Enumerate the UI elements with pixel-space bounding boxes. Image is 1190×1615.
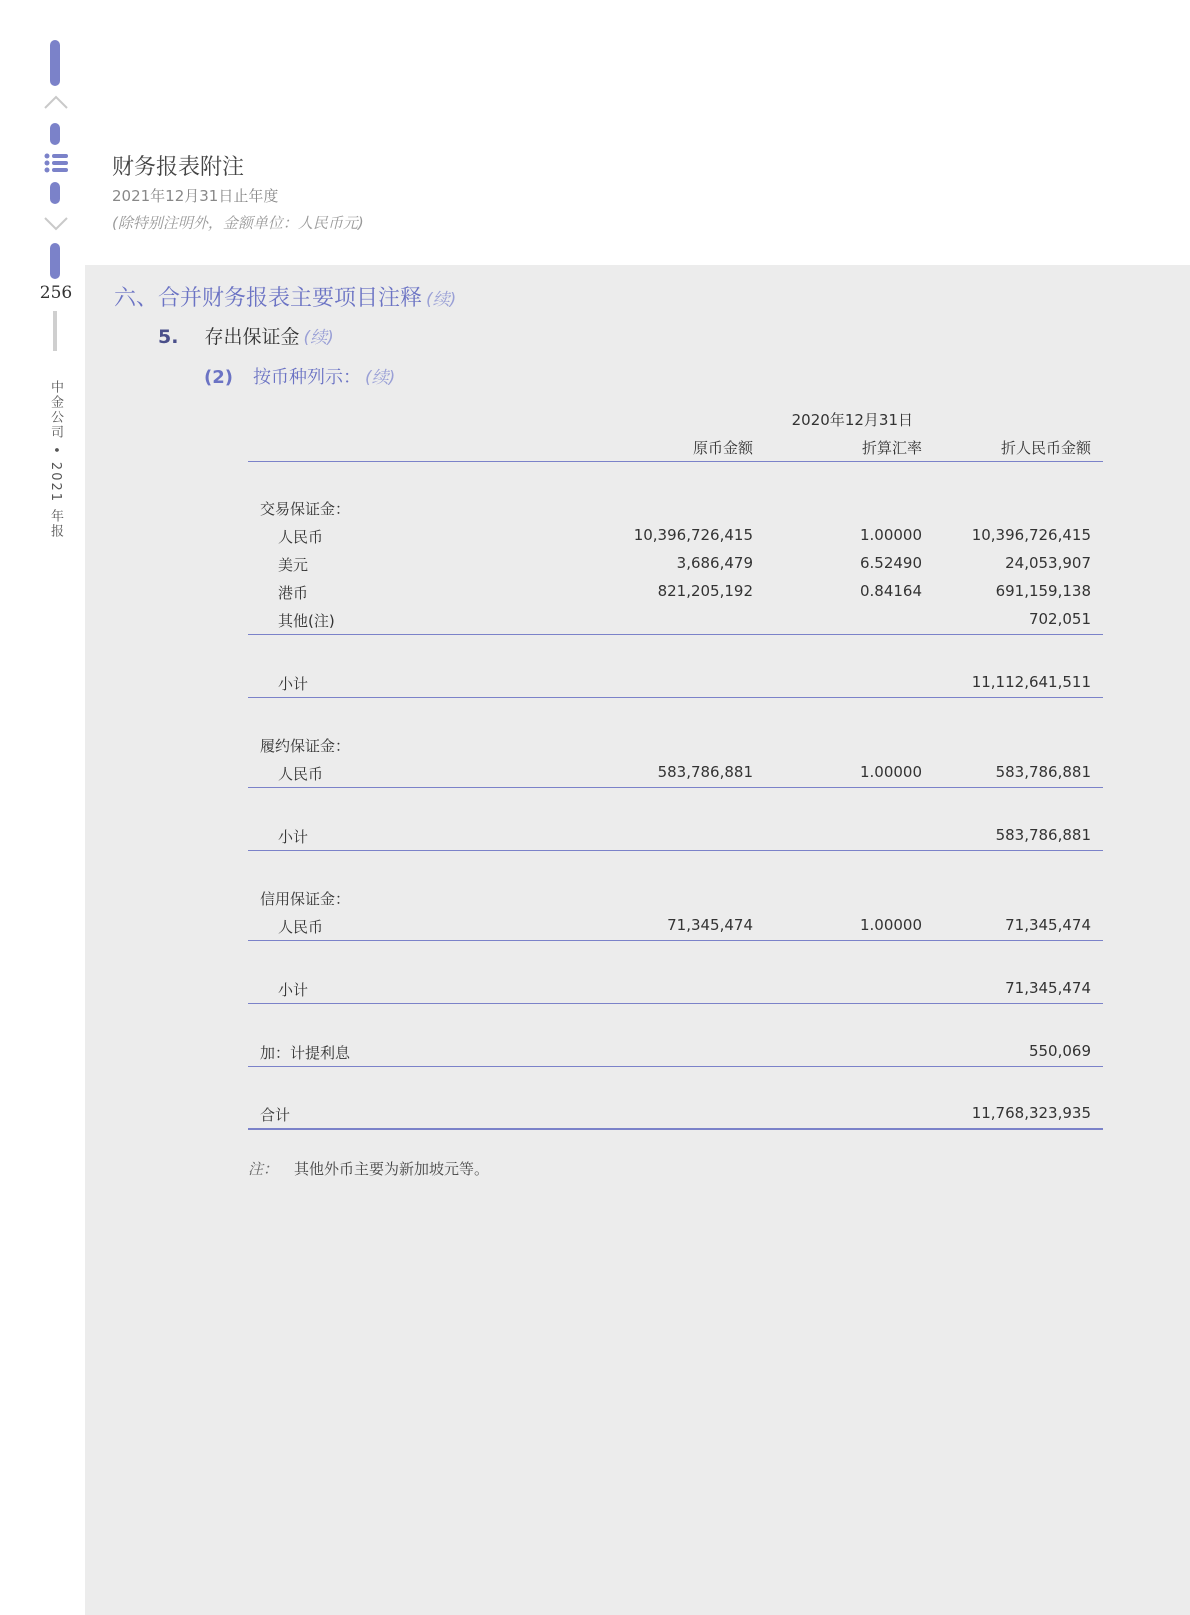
subtotal-row [248,669,1103,697]
table-row [248,550,1103,578]
subtotal-row [248,822,1103,850]
chevron-up-icon[interactable] [42,92,70,112]
subsection-cont: (续) [303,328,334,348]
subsubsection-title [204,363,395,389]
currency-name: 港币 [278,584,309,602]
rmb-amount: 691,159,138 [995,582,1091,600]
rmb-amount: 583,786,881 [995,763,1091,781]
section-title-cont: (续) [426,290,457,310]
sidebar-progress [53,311,57,351]
sidebar-bar-mid2 [50,182,60,204]
exchange-rate: 1.00000 [859,526,922,544]
table-row [248,522,1103,550]
group-label: 履约保证金： [260,737,351,755]
table-header-row [248,433,1103,461]
table-note [248,1158,489,1179]
currency-name: 人民币 [278,918,324,936]
rmb-amount: 10,396,726,415 [971,526,1091,544]
page-number: 256 [39,283,73,303]
subtotal-row [248,975,1103,1003]
subsection-text: 存出保证金 [204,326,300,348]
subtotal-amount: 11,112,641,511 [971,673,1091,691]
total-row [248,1100,1103,1128]
exchange-rate: 1.00000 [859,916,922,934]
rmb-amount: 24,053,907 [1005,554,1091,572]
report-name: 中金公司 • 2021 年报 [48,380,63,540]
date-header: 2020年12月31日 [791,411,913,429]
currency-name: 其他(注) [278,612,335,630]
table-row [248,606,1103,634]
table-header-date-row [248,405,1103,433]
chevron-down-icon[interactable] [42,214,70,234]
col-rate-header: 折算汇率 [861,439,922,457]
sidebar-bar-top [50,40,60,86]
original-amount: 821,205,192 [657,582,753,600]
list-icon[interactable] [42,152,70,174]
group-label-row [248,494,1103,522]
subsubsection-number: (2) [204,367,233,388]
total-label: 合计 [260,1106,291,1124]
subtotal-amount: 583,786,881 [995,826,1091,844]
divider-total [248,1128,1103,1130]
interest-row [248,1038,1103,1066]
interest-amount: 550,069 [1028,1042,1091,1060]
subsection-title [158,322,334,349]
rmb-amount: 702,051 [1028,610,1091,628]
currency-name: 人民币 [278,765,324,783]
report-period: 2021年12月31日止年度 [112,187,279,205]
col-rmb-header: 折人民币金额 [1000,439,1091,457]
group-label-row [248,884,1103,912]
sidebar-bar-low [50,243,60,279]
table-row [248,759,1103,787]
subsubsection-cont: (续) [364,368,396,388]
sidebar-bar-mid1 [50,123,60,145]
exchange-rate: 1.00000 [859,763,922,781]
original-amount: 10,396,726,415 [633,526,753,544]
table-row [248,912,1103,940]
rmb-amount: 71,345,474 [1005,916,1091,934]
subtotal-label: 小计 [278,828,309,846]
subtotal-label: 小计 [278,981,309,999]
currency-name: 美元 [278,556,309,574]
group-label-row [248,731,1103,759]
group-label: 信用保证金： [260,890,351,908]
currency-name: 人民币 [278,528,324,546]
total-amount: 11,768,323,935 [971,1104,1091,1122]
group-label: 交易保证金： [260,500,351,518]
subtotal-amount: 71,345,474 [1005,979,1091,997]
original-amount: 71,345,474 [667,916,753,934]
note-text: 其他外币主要为新加坡元等。 [294,1160,490,1178]
subtotal-label: 小计 [278,675,309,693]
note-label: 注： [248,1160,279,1178]
interest-label: 加：计提利息 [260,1044,351,1062]
deposit-table [248,405,1103,1130]
col-original-header: 原币金额 [692,439,753,457]
unit-note: (除特别注明外，金额单位：人民币元) [112,214,364,232]
subsection-number: 5. [158,326,179,348]
original-amount: 3,686,479 [676,554,753,572]
section-title-text: 六、合并财务报表主要项目注释 [114,286,423,311]
table-row [248,578,1103,606]
original-amount: 583,786,881 [657,763,753,781]
subsubsection-text: 按币种列示： [252,367,361,388]
exchange-rate: 0.84164 [859,582,922,600]
exchange-rate: 6.52490 [859,554,922,572]
page-title: 财务报表附注 [112,155,245,180]
section-title [114,281,456,312]
